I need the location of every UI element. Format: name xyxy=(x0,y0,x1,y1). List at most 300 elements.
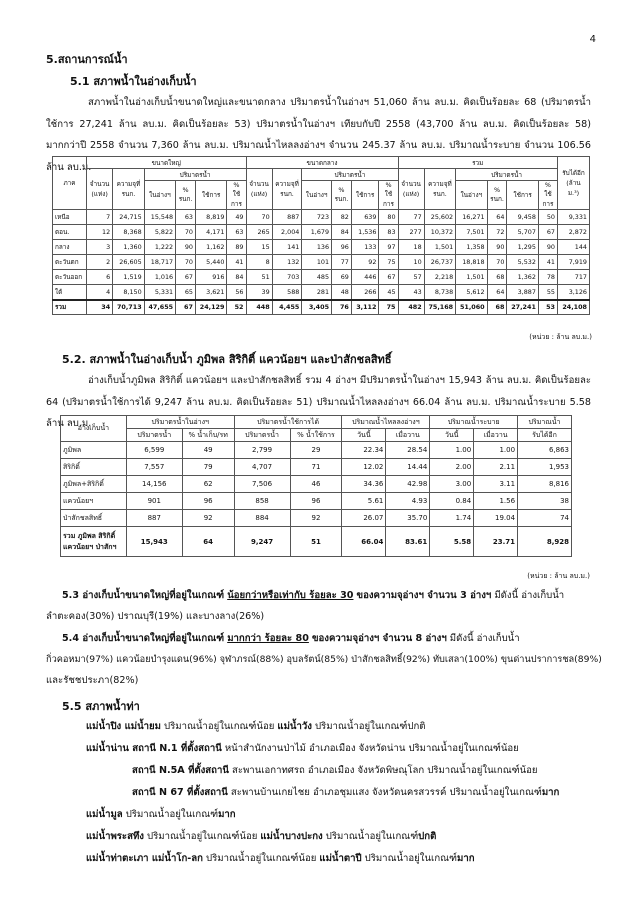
river-status: สะพานบ้านเกยไชย อำเภอชุมแสง จังหวัดนครสวรรค์ ปริมาณน้ำอยู่ในเกณฑ์ xyxy=(227,787,542,798)
row-label: รวม ภูมิพล สิริกิติ์ แควน้อยฯ ป่าสักฯ xyxy=(61,527,127,557)
river-level: มาก xyxy=(457,853,475,864)
total-row xyxy=(61,527,572,557)
header-count: จำนวน (แห่ง) xyxy=(87,169,113,210)
sub-vol: ปริมาตรน้ำ xyxy=(126,429,182,442)
table-cell: 65 xyxy=(176,285,196,300)
table-cell: 2 xyxy=(87,255,113,270)
table-cell: 2,218 xyxy=(424,270,455,285)
table-cell: 42.98 xyxy=(386,476,430,493)
table-cell: 3,126 xyxy=(557,285,589,300)
table-cell: 639 xyxy=(351,210,379,225)
header-region: ภาค xyxy=(53,157,87,210)
header-capacity: ความจุที่ รนก. xyxy=(113,169,144,210)
table-cell: 71 xyxy=(290,459,342,476)
table-cell: 69 xyxy=(332,270,352,285)
table-cell: 24,108 xyxy=(557,300,589,315)
table-cell: 1,953 xyxy=(518,459,572,476)
table-cell: 887 xyxy=(126,510,182,527)
section-5-4-line1 xyxy=(62,631,520,646)
table-cell: 2.00 xyxy=(430,459,474,476)
row-label: ภูมิพล xyxy=(61,442,127,459)
table-cell: 35.70 xyxy=(386,510,430,527)
sub-yest2: เมื่อวาน xyxy=(474,429,518,442)
table-cell: 83.61 xyxy=(386,527,430,557)
table-cell: 15 xyxy=(246,240,272,255)
table-cell: 18,818 xyxy=(456,255,487,270)
table-cell: 1,362 xyxy=(507,270,538,285)
table-cell: 10 xyxy=(398,255,424,270)
section-5-3-lead: 5.3 อ่างเก็บน้ำขนาดใหญ่ที่อยู่ในเกณฑ์ xyxy=(62,590,225,601)
section-5-1-title: 5.1 สภาพน้ำในอ่างเก็บน้ำ xyxy=(70,75,197,88)
header-inflow: ปริมาณน้ำไหลลงอ่างฯ xyxy=(342,416,430,429)
table-cell: 717 xyxy=(557,270,589,285)
table-cell: 1,016 xyxy=(144,270,175,285)
header-count: จำนวน (แห่ง) xyxy=(398,169,424,210)
row-label: ภูมิพล+สิริกิติ์ xyxy=(61,476,127,493)
table-cell: 6,599 xyxy=(126,442,182,459)
header-pct-use: % ใช้การ xyxy=(227,181,246,210)
river-status: ปริมาณน้ำอยู่ในเกณฑ์ xyxy=(122,809,219,820)
table-cell: 1,295 xyxy=(507,240,538,255)
sub-remain: รับได้อีก xyxy=(518,429,572,442)
table-cell: 15,548 xyxy=(144,210,175,225)
river-line-2 xyxy=(86,741,519,756)
header-pct: % รนก. xyxy=(176,181,196,210)
table-cell: 51,060 xyxy=(456,300,487,315)
table-cell: 3.11 xyxy=(474,476,518,493)
river-status: ปริมาณน้ำอยู่ในเกณฑ์ xyxy=(322,831,419,842)
header-receive: รับได้อีก (ล้าน ม.³) xyxy=(557,157,589,210)
table-cell: 266 xyxy=(351,285,379,300)
table-cell: 49 xyxy=(182,442,234,459)
table-cell: 41 xyxy=(227,255,246,270)
row-label: กลาง xyxy=(53,240,87,255)
table-cell: 67 xyxy=(176,300,196,315)
table-cell: 51 xyxy=(290,527,342,557)
table-cell: 9,247 xyxy=(234,527,290,557)
section-5-4-text2: กิ่วคอหมา(97%) แควน้อยบำรุงแดน(96%) จุฬาภรณ์(88%) อุบลรัตน์(85%) ป่าสักชลสิทธิ์(92%) ทับเสลา(100%) ขุนด่านปราการชล(89%) xyxy=(46,654,602,665)
river-status: ปริมาณน้ำอยู่ในเกณฑ์น้อย xyxy=(160,721,278,732)
table-row xyxy=(61,442,572,459)
table-row xyxy=(61,493,572,510)
table-cell: 12 xyxy=(87,225,113,240)
table-cell: 5,532 xyxy=(507,255,538,270)
table-cell: 47,655 xyxy=(144,300,175,315)
table-cell: 96 xyxy=(182,493,234,510)
header-pct-use: % ใช้การ xyxy=(538,181,557,210)
river-mun: แม่น้ำมูล xyxy=(86,809,123,820)
table1-unit: (หน่วย : ล้าน ลบ.ม.) xyxy=(529,333,592,341)
table-cell: 26.07 xyxy=(342,510,386,527)
header-use: ปริมาตรน้ำใช้การได้ xyxy=(234,416,342,429)
sub-pct-use: % น้ำใช้การ xyxy=(290,429,342,442)
section-5-3-tail: ของความจุอ่างฯ จำนวน 3 อ่างฯ xyxy=(356,590,492,601)
table-cell: 41 xyxy=(538,255,557,270)
table-cell: 43 xyxy=(398,285,424,300)
row-label: แควน้อยฯ xyxy=(61,493,127,510)
table-cell: 8,816 xyxy=(518,476,572,493)
table-cell: 64 xyxy=(487,285,507,300)
table-cell: 34.36 xyxy=(342,476,386,493)
river-nan-n1: แม่น้ำน่าน สถานี N.1 ที่ตั้งสถานี xyxy=(86,743,222,754)
section-5-3-line1 xyxy=(62,588,564,603)
table-cell: 7,501 xyxy=(456,225,487,240)
row-label: ป่าสักชลสิทธิ์ xyxy=(61,510,127,527)
river-line-1 xyxy=(86,719,425,734)
table-cell: 884 xyxy=(234,510,290,527)
table-cell: 703 xyxy=(272,270,302,285)
river-line-7 xyxy=(86,851,475,866)
section-5-4-lead: 5.4 อ่างเก็บน้ำขนาดใหญ่ที่อยู่ในเกณฑ์ xyxy=(62,633,225,644)
table-cell: 82 xyxy=(332,210,352,225)
table-cell: 23.71 xyxy=(474,527,518,557)
table-cell: 723 xyxy=(302,210,332,225)
table-cell: 265 xyxy=(246,225,272,240)
main-reservoirs-table xyxy=(60,415,572,557)
table-cell: 90 xyxy=(176,240,196,255)
table-cell: 56 xyxy=(227,285,246,300)
table-cell: 5,331 xyxy=(144,285,175,300)
table-cell: 84 xyxy=(227,270,246,285)
table-cell: 92 xyxy=(290,510,342,527)
table-cell: 485 xyxy=(302,270,332,285)
table-cell: 448 xyxy=(246,300,272,315)
table-cell: 144 xyxy=(557,240,589,255)
table-cell: 79 xyxy=(182,459,234,476)
table-cell: 3,112 xyxy=(351,300,379,315)
table-cell: 62 xyxy=(182,476,234,493)
table-cell: 6 xyxy=(87,270,113,285)
station-n5a: สถานี N.5A ที่ตั้งสถานี xyxy=(132,765,229,776)
header-use: ใช้การ xyxy=(507,181,538,210)
table-row xyxy=(61,459,572,476)
table-cell: 39 xyxy=(246,285,272,300)
table-cell: 68 xyxy=(487,270,507,285)
header-remain: ปริมาณน้ำ xyxy=(518,416,572,429)
section-5-4-text3: และรัชชประภา(82%) xyxy=(46,675,139,686)
table-cell: 78 xyxy=(538,270,557,285)
table-cell: 14,156 xyxy=(126,476,182,493)
table-cell: 45 xyxy=(379,285,398,300)
river-level: มาก xyxy=(218,809,236,820)
river-ping-yom: แม่น้ำปิง แม่น้ำยม xyxy=(86,721,161,732)
table-cell: 55 xyxy=(538,285,557,300)
table-cell: 5,822 xyxy=(144,225,175,240)
table-cell: 75,168 xyxy=(424,300,455,315)
section-5-4-text1: มีดังนี้ อ่างเก็บน้ำ xyxy=(446,633,520,644)
table-cell: 4,455 xyxy=(272,300,302,315)
river-status: ปริมาณน้ำอยู่ในเกณฑ์ xyxy=(361,853,457,864)
river-line-3 xyxy=(132,763,538,778)
table-cell: 92 xyxy=(351,255,379,270)
table-cell: 74 xyxy=(518,510,572,527)
row-label: ตะวันตก xyxy=(53,255,87,270)
table-cell: 26,605 xyxy=(113,255,144,270)
header-dam: อ่างเก็บน้ำ xyxy=(61,416,127,442)
table-cell: 8,738 xyxy=(424,285,455,300)
table-cell: 92 xyxy=(182,510,234,527)
table-cell: 77 xyxy=(332,255,352,270)
table-cell: 83 xyxy=(379,225,398,240)
table-cell: 68 xyxy=(487,300,507,315)
section-5-title: 5.สถานการณ์น้ำ xyxy=(46,53,128,66)
header-use: ใช้การ xyxy=(351,181,379,210)
table-cell: 2.11 xyxy=(474,459,518,476)
table-cell: 5.58 xyxy=(430,527,474,557)
table-cell: 70 xyxy=(176,255,196,270)
sub-use: ปริมาตรน้ำ xyxy=(234,429,290,442)
sub-pct: % น้ำเก็บ/รท xyxy=(182,429,234,442)
reservoir-summary-table xyxy=(52,156,590,315)
header-volume: ปริมาตรน้ำ xyxy=(144,169,246,181)
table-cell: 90 xyxy=(487,240,507,255)
river-line-5 xyxy=(86,807,236,822)
table-cell: 67 xyxy=(379,270,398,285)
header-pct: % รนก. xyxy=(487,181,507,210)
section-5-3-text2: ลำตะคอง(30%) ปราณบุรี(19%) และบางลาง(26%) xyxy=(46,611,265,622)
table-cell: 446 xyxy=(351,270,379,285)
table-cell: 588 xyxy=(272,285,302,300)
sub-day: วันนี้ xyxy=(342,429,386,442)
table-cell: 101 xyxy=(302,255,332,270)
table-cell: 8,150 xyxy=(113,285,144,300)
table-cell: 1.00 xyxy=(474,442,518,459)
table-cell: 16,271 xyxy=(456,210,487,225)
table-cell: 4,707 xyxy=(234,459,290,476)
table-cell: 3,621 xyxy=(195,285,226,300)
river-line-6 xyxy=(86,829,436,844)
header-capacity: ความจุที่ รนก. xyxy=(272,169,302,210)
table-cell: 76 xyxy=(332,300,352,315)
table-cell: 90 xyxy=(538,240,557,255)
header-pct: % รนก. xyxy=(332,181,352,210)
river-level: มาก xyxy=(541,787,560,798)
table-cell: 75 xyxy=(379,255,398,270)
table-cell: 277 xyxy=(398,225,424,240)
sub-day2: วันนี้ xyxy=(430,429,474,442)
table-cell: 4 xyxy=(87,285,113,300)
row-label: ตอน. xyxy=(53,225,87,240)
table-cell: 5,440 xyxy=(195,255,226,270)
table-cell: 19.04 xyxy=(474,510,518,527)
section-5-1-text: สภาพน้ำในอ่างเก็บน้ำขนาดใหญ่และขนาดกลาง ปริมาตรน้ำในอ่างฯ 51,060 ล้าน ลบ.ม. คิดเป็นร้อยละ 68 (ปริมาตรน้ำใช้การ 27,241 ล้าน ลบ.ม. คิดเป็นร้อยละ 53) ปริมาตรน้ำในอ่างฯ เทียบกับปี 2558 (43,700 ล้าน ลบ.ม. คิดเป็นร้อยละ 58) มากกว่าปี 2558 จำนวน 7,360 ล้าน ลบ.ม. ปริมาณน้ำไหลลงอ่างฯ จำนวน 245.37 ล้าน ลบ.ม. ปริมาณน้ำระบาย จำนวน 106.56 ล้าน ลบ.ม. xyxy=(46,97,591,173)
river-tha-taphao-kolok: แม่น้ำท่าตะเภา แม่น้ำโก-ลก xyxy=(86,853,203,864)
sub-yest: เมื่อวาน xyxy=(386,429,430,442)
table-cell: 8,819 xyxy=(195,210,226,225)
river-level: ปกติ xyxy=(418,831,437,842)
table-cell: 1,360 xyxy=(113,240,144,255)
table-cell: 75 xyxy=(379,300,398,315)
row-label: เหนือ xyxy=(53,210,87,225)
page-number: 4 xyxy=(589,34,596,45)
table-cell: 7,557 xyxy=(126,459,182,476)
table-cell: 67 xyxy=(538,225,557,240)
section-5-5-title: 5.5 สภาพน้ำท่า xyxy=(62,700,140,713)
river-bang-pakong: แม่น้ำบางปะกง xyxy=(260,831,323,842)
header-in: ในอ่างฯ xyxy=(144,181,175,210)
table-cell: 25,602 xyxy=(424,210,455,225)
table-cell: 70 xyxy=(487,255,507,270)
table-cell: 2,799 xyxy=(234,442,290,459)
table-cell: 8 xyxy=(246,255,272,270)
river-status: ปริมาณน้ำอยู่ในเกณฑ์น้อย xyxy=(143,831,261,842)
table-cell: 3 xyxy=(87,240,113,255)
table-cell: 1.56 xyxy=(474,493,518,510)
river-wang: แม่น้ำวัง xyxy=(277,721,312,732)
table-cell: 0.84 xyxy=(430,493,474,510)
header-total: รวม xyxy=(398,157,557,169)
table-cell: 3.00 xyxy=(430,476,474,493)
table-cell: 1,519 xyxy=(113,270,144,285)
table-cell: 57 xyxy=(398,270,424,285)
table-cell: 5,612 xyxy=(456,285,487,300)
table-cell: 80 xyxy=(379,210,398,225)
table-cell: 96 xyxy=(332,240,352,255)
table-cell: 24,129 xyxy=(195,300,226,315)
river-tapi: แม่น้ำตาปี xyxy=(319,853,362,864)
table-row xyxy=(53,225,590,240)
table-cell: 887 xyxy=(272,210,302,225)
table-cell: 901 xyxy=(126,493,182,510)
table-cell: 5,707 xyxy=(507,225,538,240)
total-row xyxy=(53,300,590,315)
table-cell: 29 xyxy=(290,442,342,459)
table-cell: 858 xyxy=(234,493,290,510)
table-cell: 1,358 xyxy=(456,240,487,255)
section-5-4-tail: ของความจุอ่างฯ จำนวน 8 อ่างฯ xyxy=(311,633,447,644)
header-in: ในอ่างฯ xyxy=(456,181,487,210)
table-cell: 50 xyxy=(538,210,557,225)
table-cell: 18 xyxy=(398,240,424,255)
table-row xyxy=(61,476,572,493)
table-cell: 1,536 xyxy=(351,225,379,240)
table-cell: 9,458 xyxy=(507,210,538,225)
table-cell: 12.02 xyxy=(342,459,386,476)
table-row xyxy=(53,240,590,255)
table-cell: 63 xyxy=(227,225,246,240)
table-cell: 7,506 xyxy=(234,476,290,493)
table-cell: 72 xyxy=(487,225,507,240)
header-pct-use: % ใช้การ xyxy=(379,181,398,210)
table-cell: 63 xyxy=(176,210,196,225)
table-cell: 3,887 xyxy=(507,285,538,300)
table-cell: 22.34 xyxy=(342,442,386,459)
header-count: จำนวน (แห่ง) xyxy=(246,169,272,210)
table-cell: 136 xyxy=(302,240,332,255)
header-large: ขนาดใหญ่ xyxy=(87,157,246,169)
table-cell: 1,501 xyxy=(456,270,487,285)
table-row xyxy=(61,510,572,527)
table-cell: 6,863 xyxy=(518,442,572,459)
section-5-2-text: อ่างเก็บน้ำภูมิพล สิริกิติ์ แควน้อยฯ และป่าสักชลสิทธิ์ รวม 4 อ่างฯ มีปริมาตรน้ำในอ่างฯ 15,943 ล้าน ลบ.ม. คิดเป็นร้อยละ 64 (ปริมาตรน้ำใช้การได้ 9,247 ล้าน ลบ.ม. คิดเป็นร้อยละ 51) ปริมาณน้ำไหลลงอ่างฯ 66.04 ล้าน ลบ.ม. ปริมาณน้ำระบาย 5.58 ล้าน ลบ.ม. xyxy=(46,375,591,429)
table-cell: 96 xyxy=(290,493,342,510)
table-cell: 141 xyxy=(272,240,302,255)
header-medium: ขนาดกลาง xyxy=(246,157,398,169)
table-cell: 1.00 xyxy=(430,442,474,459)
section-5-2-title: 5.2. สภาพน้ำในอ่างเก็บน้ำ ภูมิพล สิริกิติ์ แควน้อยฯ และป่าสักชลสิทธิ์ xyxy=(62,353,392,366)
row-label: สิริกิติ์ xyxy=(61,459,127,476)
header-volume: ปริมาตรน้ำ xyxy=(456,169,558,181)
table-cell: 51 xyxy=(246,270,272,285)
table-cell: 133 xyxy=(351,240,379,255)
section-5-4-cond: มากกว่า ร้อยละ 80 xyxy=(227,633,309,644)
table-cell: 24,715 xyxy=(113,210,144,225)
table-cell: 70 xyxy=(176,225,196,240)
table-row xyxy=(53,285,590,300)
table-cell: 132 xyxy=(272,255,302,270)
table-cell: 916 xyxy=(195,270,226,285)
table-cell: 482 xyxy=(398,300,424,315)
table-cell: 52 xyxy=(227,300,246,315)
table-cell: 7,919 xyxy=(557,255,589,270)
table-cell: 46 xyxy=(290,476,342,493)
table-cell: 2,004 xyxy=(272,225,302,240)
header-capacity: ความจุที่ รนก. xyxy=(424,169,455,210)
row-label: ใต้ xyxy=(53,285,87,300)
header-vol: ปริมาตรน้ำในอ่างฯ xyxy=(126,416,234,429)
table-cell: 28.54 xyxy=(386,442,430,459)
table-cell: 4,171 xyxy=(195,225,226,240)
table-cell: 27,241 xyxy=(507,300,538,315)
table-cell: 64 xyxy=(182,527,234,557)
table-cell: 1,501 xyxy=(424,240,455,255)
river-status: ปริมาณน้ำอยู่ในเกณฑ์น้อย xyxy=(202,853,320,864)
table-cell: 7 xyxy=(87,210,113,225)
table-cell: 15,943 xyxy=(126,527,182,557)
station-n67: สถานี N 67 ที่ตั้งสถานี xyxy=(132,787,228,798)
table-cell: 10,372 xyxy=(424,225,455,240)
table-cell: 1,222 xyxy=(144,240,175,255)
section-5-3-cond: น้อยกว่าหรือเท่ากับ ร้อยละ 30 xyxy=(227,590,354,601)
table-cell: 1,162 xyxy=(195,240,226,255)
table-row xyxy=(53,210,590,225)
table-cell: 67 xyxy=(176,270,196,285)
table-cell: 281 xyxy=(302,285,332,300)
table-cell: 70 xyxy=(246,210,272,225)
table-cell: 38 xyxy=(518,493,572,510)
table-cell: 97 xyxy=(379,240,398,255)
table-cell: 9,331 xyxy=(557,210,589,225)
table-cell: 89 xyxy=(227,240,246,255)
river-status: สะพานเอกาทศรถ อำเภอเมือง จังหวัดพิษณุโลก ปริมาณน้ำอยู่ในเกณฑ์น้อย xyxy=(228,765,538,776)
table-cell: 53 xyxy=(538,300,557,315)
river-status: หน้าสำนักงานป่าไม้ อำเภอเมือง จังหวัดน่าน ปริมาณน้ำอยู่ในเกณฑ์น้อย xyxy=(221,743,519,754)
table-cell: 84 xyxy=(332,225,352,240)
header-release: ปริมาณน้ำระบาย xyxy=(430,416,518,429)
table-cell: 8,368 xyxy=(113,225,144,240)
row-label: ตะวันออก xyxy=(53,270,87,285)
table-cell: 64 xyxy=(487,210,507,225)
table-cell: 18,717 xyxy=(144,255,175,270)
table-cell: 2,872 xyxy=(557,225,589,240)
header-in: ในอ่างฯ xyxy=(302,181,332,210)
river-phra-sathueng: แม่น้ำพระสทึง xyxy=(86,831,144,842)
header-volume: ปริมาตรน้ำ xyxy=(302,169,398,181)
table-row xyxy=(53,270,590,285)
table-cell: 5.61 xyxy=(342,493,386,510)
table-cell: 70,713 xyxy=(113,300,144,315)
table-cell: 8,928 xyxy=(518,527,572,557)
table-cell: 48 xyxy=(332,285,352,300)
table-cell: 1,679 xyxy=(302,225,332,240)
header-use: ใช้การ xyxy=(195,181,226,210)
table2-unit: (หน่วย : ล้าน ลบ.ม.) xyxy=(527,572,590,580)
river-status: ปริมาณน้ำอยู่ในเกณฑ์ปกติ xyxy=(311,721,426,732)
table-cell: 49 xyxy=(227,210,246,225)
table-cell: 77 xyxy=(398,210,424,225)
table-cell: 34 xyxy=(87,300,113,315)
table-cell: 3,405 xyxy=(302,300,332,315)
